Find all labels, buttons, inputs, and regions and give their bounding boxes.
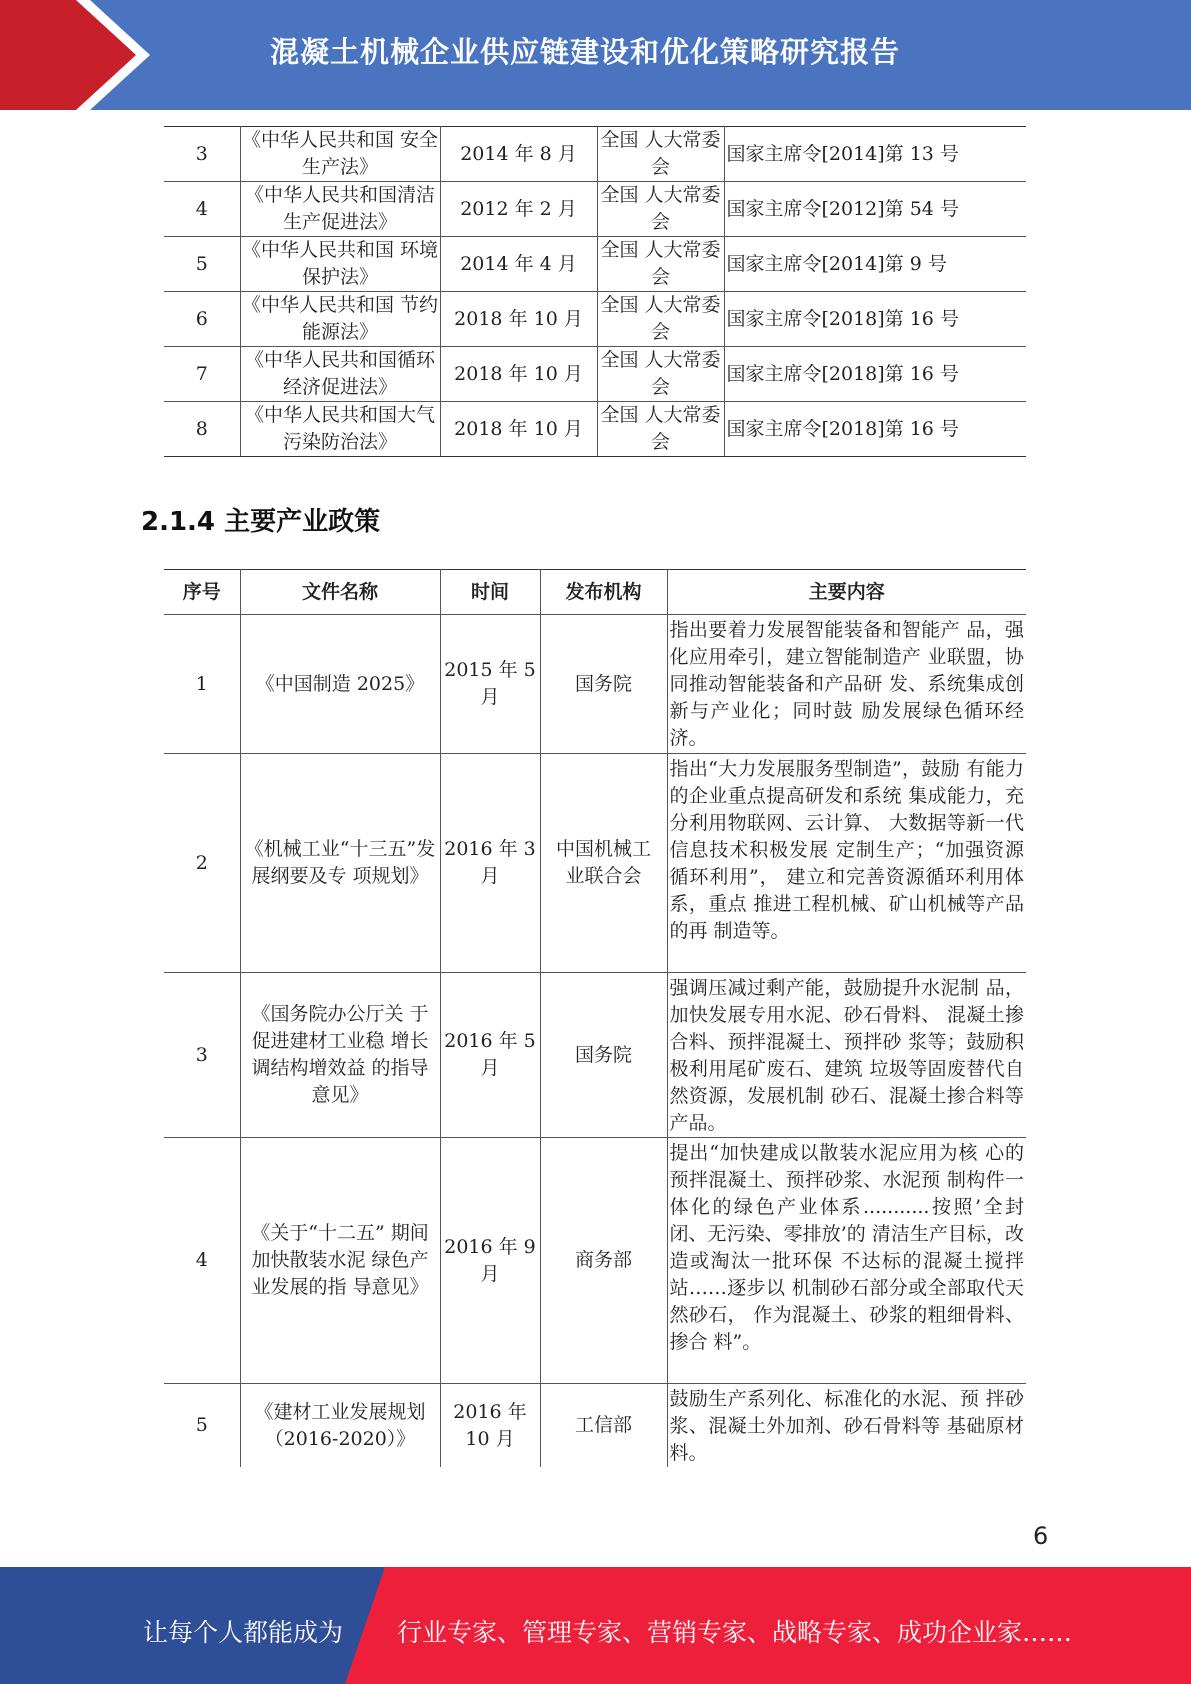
table-row: [164, 292, 1026, 347]
table-row: [164, 127, 1026, 182]
table-row: [164, 237, 1026, 292]
column-header-document: 文件名称: [240, 570, 440, 615]
law-date: 2014 年 4 月: [440, 237, 597, 292]
law-reference: 国家主席令[2014]第 13 号: [724, 127, 1026, 182]
policy-name: 《中国制造 2025》: [240, 615, 440, 754]
law-name: 《中华人民共和国 节约能源法》: [240, 292, 440, 347]
policy-content: 提出“加快建成以散装水泥应用为核 心的预拌混凝土、预拌砂浆、水泥预 制构件一体化的绿色产业体系...........按照’全封闭、无污染、零排放’的 清洁生产目标，改造或淘汰一批环保 不达标的混凝土搅拌站……逐步以 机制砂石部分或全部取代天然砂石， 作为混凝土、砂浆的粗细骨料、掺合 料”。: [667, 1138, 1026, 1384]
column-header-date: 时间: [440, 570, 540, 615]
policy-date: 2016 年 3 月: [440, 754, 540, 973]
policy-name: 《关于“十二五” 期间加快散装水泥 绿色产业发展的指 导意见》: [240, 1138, 440, 1384]
law-name: 《中华人民共和国 安全生产法》: [240, 127, 440, 182]
law-name: 《中华人民共和国 环境保护法》: [240, 237, 440, 292]
table-row: [164, 347, 1026, 402]
law-reference: 国家主席令[2018]第 16 号: [724, 292, 1026, 347]
table-row: [164, 615, 1026, 754]
law-name: 《中华人民共和国循环经济促进法》: [240, 347, 440, 402]
law-reference: 国家主席令[2012]第 54 号: [724, 182, 1026, 237]
law-name: 《中华人民共和国大气污染防治法》: [240, 402, 440, 457]
table-row: [164, 1384, 1026, 1468]
row-number: 7: [164, 347, 240, 402]
policy-name: 《国务院办公厅关 于促进建材工业稳 增长调结构增效益 的指导意见》: [240, 973, 440, 1138]
column-header-number: 序号: [164, 570, 240, 615]
table-row: [164, 973, 1026, 1138]
law-reference: 国家主席令[2018]第 16 号: [724, 347, 1026, 402]
policy-date: 2016 年 5 月: [440, 973, 540, 1138]
header-arrow-decoration: [0, 0, 150, 110]
law-issuer: 全国 人大常委会: [597, 402, 724, 457]
law-issuer: 全国 人大常委会: [597, 237, 724, 292]
row-number: 1: [164, 615, 240, 754]
row-number: 5: [164, 1384, 240, 1468]
law-reference: 国家主席令[2014]第 9 号: [724, 237, 1026, 292]
column-header-content: 主要内容: [667, 570, 1026, 615]
row-number: 3: [164, 127, 240, 182]
law-issuer: 全国 人大常委会: [597, 127, 724, 182]
row-number: 6: [164, 292, 240, 347]
row-number: 5: [164, 237, 240, 292]
policy-content: 强调压减过剩产能，鼓励提升水泥制 品，加快发展专用水泥、砂石骨料、 混凝土掺合料、预拌混凝土、预拌砂 浆等；鼓励积极利用尾矿废石、建筑 垃圾等固废替代自然资源，发展机制 砂石、混凝土掺合料等产品。: [667, 973, 1026, 1138]
policy-date: 2016 年 10 月: [440, 1384, 540, 1468]
policy-issuer: 工信部: [540, 1384, 667, 1468]
row-number: 4: [164, 182, 240, 237]
row-number: 2: [164, 754, 240, 973]
law-date: 2014 年 8 月: [440, 127, 597, 182]
footer-slogan-left: 让每个人都能成为: [143, 1618, 344, 1647]
row-number: 4: [164, 1138, 240, 1384]
policy-content: 指出要着力发展智能装备和智能产 品，强化应用牵引，建立智能制造产 业联盟，协同推动智能装备和产品研 发、系统集成创新与产业化；同时鼓 励发展绿色循环经济。: [667, 615, 1026, 754]
row-number: 8: [164, 402, 240, 457]
policy-content: 指出“大力发展服务型制造”，鼓励 有能力的企业重点提高研发和系统 集成能力，充分利用物联网、云计算、 大数据等新一代信息技术积极发展 定制生产；“加强资源循环利用”， 建立和完善资源循环利用体系，重点 推进工程机械、矿山机械等产品的再 制造等。: [667, 754, 1026, 973]
footer-slogan-right: 行业专家、管理专家、营销专家、战略专家、成功企业家……: [397, 1618, 1073, 1647]
table-row: [164, 182, 1026, 237]
report-title: 混凝土机械企业供应链建设和优化策略研究报告: [270, 35, 901, 69]
section-heading: 2.1.4 主要产业政策: [141, 507, 381, 537]
policy-date: 2015 年 5 月: [440, 615, 540, 754]
law-issuer: 全国 人大常委会: [597, 347, 724, 402]
law-issuer: 全国 人大常委会: [597, 292, 724, 347]
policy-name: 《建材工业发展规划（2016-2020）》: [240, 1384, 440, 1468]
policy-issuer: 国务院: [540, 973, 667, 1138]
law-date: 2012 年 2 月: [440, 182, 597, 237]
row-number: 3: [164, 973, 240, 1138]
column-header-issuer: 发布机构: [540, 570, 667, 615]
policy-date: 2016 年 9 月: [440, 1138, 540, 1384]
policy-issuer: 商务部: [540, 1138, 667, 1384]
policy-issuer: 国务院: [540, 615, 667, 754]
law-name: 《中华人民共和国清洁生产促进法》: [240, 182, 440, 237]
law-issuer: 全国 人大常委会: [597, 182, 724, 237]
law-table: [164, 126, 1026, 457]
page-number: 6: [1033, 1522, 1049, 1550]
table-row: [164, 1138, 1026, 1384]
policy-name: 《机械工业“十三五”发展纲要及专 项规划》: [240, 754, 440, 973]
table-row: [164, 754, 1026, 973]
law-reference: 国家主席令[2018]第 16 号: [724, 402, 1026, 457]
law-date: 2018 年 10 月: [440, 402, 597, 457]
policy-table: [164, 569, 1026, 1467]
table-header-row: [164, 570, 1026, 615]
policy-content: 鼓励生产系列化、标准化的水泥、预 拌砂浆、混凝土外加剂、砂石骨料等 基础原材料。: [667, 1384, 1026, 1468]
table-row: [164, 402, 1026, 457]
page-header: [0, 0, 1191, 110]
law-date: 2018 年 10 月: [440, 347, 597, 402]
policy-issuer: 中国机械工业联合会: [540, 754, 667, 973]
law-date: 2018 年 10 月: [440, 292, 597, 347]
